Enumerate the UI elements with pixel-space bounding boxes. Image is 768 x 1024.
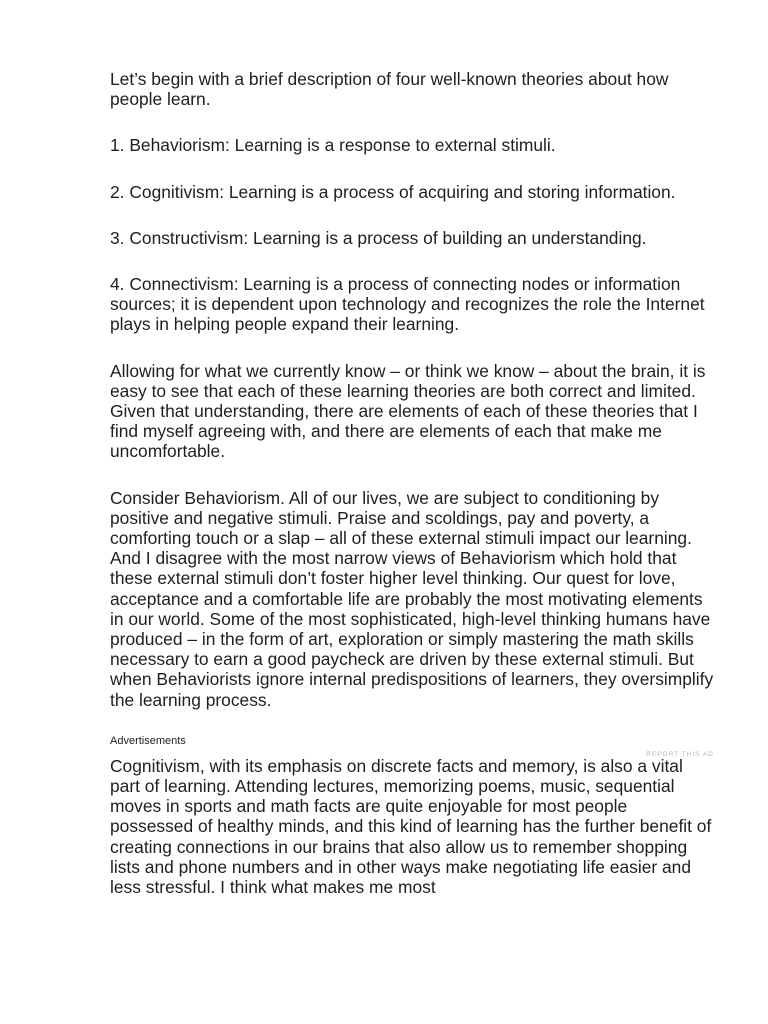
cognitivism-discussion-paragraph: Cognitivism, with its emphasis on discrete facts and memory, is also a vital part of learning. Attending lectures, memorizing poems, music, sequential moves in sports and math facts are quite enjoyable for most people possessed of healthy minds, and this kind of learning has the further benefit of creating connections in our brains that also allow us to remember shopping lists and phone numbers and in other ways make negotiating life easier and less stressful. I think what makes me most [110, 755, 712, 898]
advertisement-block [110, 734, 714, 756]
article-body [110, 69, 714, 897]
cognitivism-definition: 2. Cognitivism: Learning is a process of acquiring and storing information. [110, 181, 676, 202]
behaviorism-discussion-paragraph: Consider Behaviorism. All of our lives, we are subject to conditioning by positive and negative stimuli. Praise and scoldings, pay and poverty, a comforting touch or a slap – all of these external stimuli impact our learning. And I disagree with the most narrow views of Behaviorism which hold that these external stimuli don’t foster higher level thinking. Our quest for love, acceptance and a comfortable life are probably the most motivating elements in our world. Some of the most sophisticated, high-level thinking humans have produced – in the form of art, exploration or simply mastering the math skills necessary to earn a good paycheck are driven by these external stimuli. But when Behaviorists ignore internal predispositions of learners, they oversimplify the learning process. [110, 487, 714, 710]
intro-paragraph: Let’s begin with a brief description of four well-known theories about how people learn. [110, 69, 669, 110]
connectivism-definition: 4. Connectivism: Learning is a process of connecting nodes or information sources; it is dependent upon technology and recognizes the role the Internet plays in helping people expand their learning. [110, 274, 705, 335]
theories-overview-paragraph: Allowing for what we currently know – or think we know – about the brain, it is easy to see that each of these learning theories are both correct and limited. Given that understanding, there are elements of each of these theories that I find myself agreeing with, and there are elements of each that make me uncomfortable. [110, 360, 706, 462]
advertisements-label: Advertisements [110, 734, 186, 747]
behaviorism-definition: 1. Behaviorism: Learning is a response to external stimuli. [110, 135, 556, 156]
constructivism-definition: 3. Constructivism: Learning is a process of building an understanding. [110, 227, 647, 248]
report-ad-link[interactable]: REPORT THIS AD [646, 750, 714, 758]
